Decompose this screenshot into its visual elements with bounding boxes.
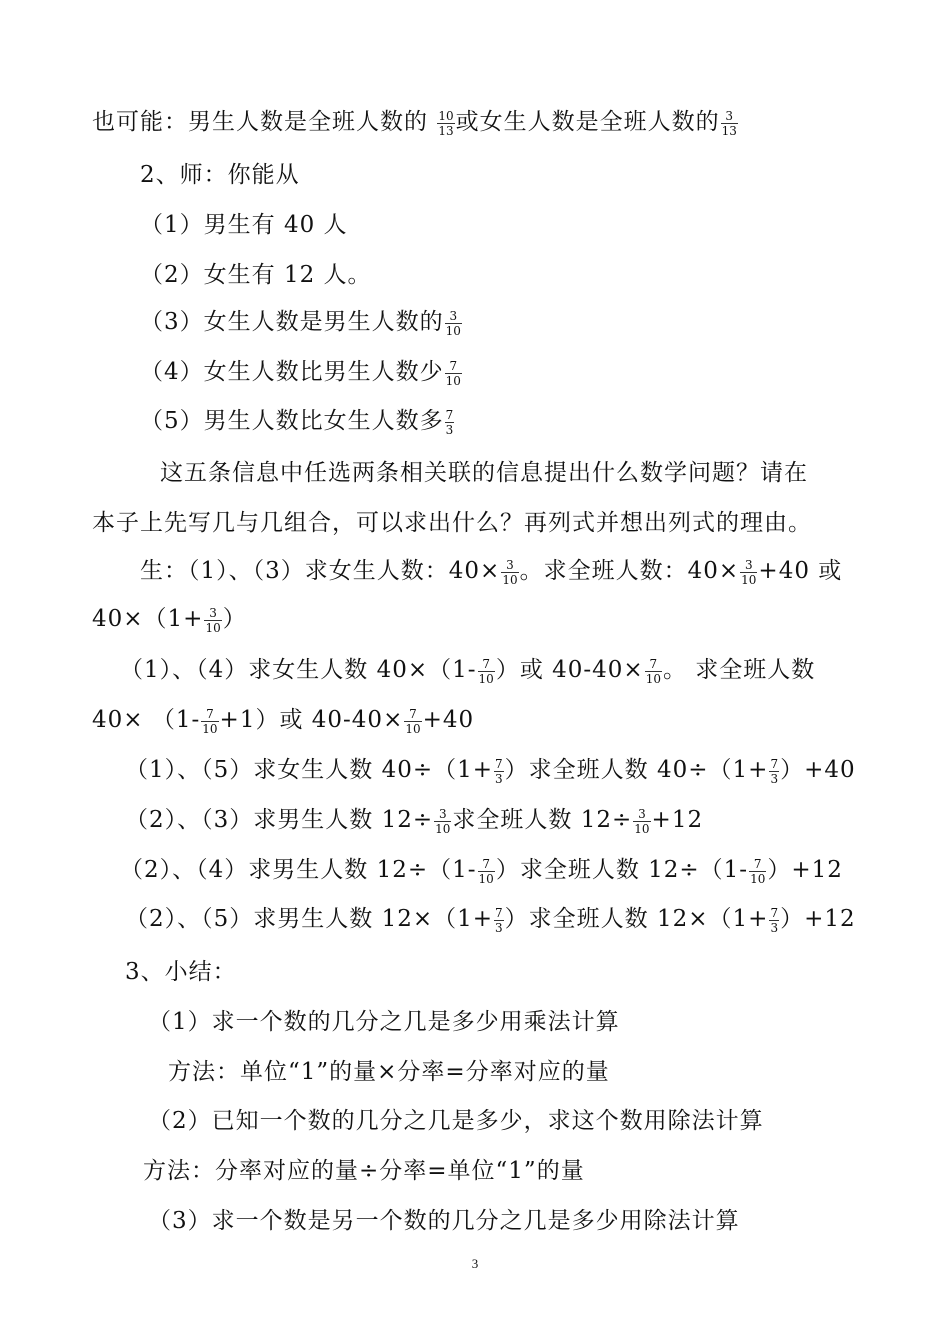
text-line: 2、师：你能从: [140, 162, 300, 188]
text-line: （2）、（4）求男生人数 12÷（1- $\frac{7}{10}$ ）求全班人数 12÷（1- $\frac{7}{10}$ ）+12: [120, 856, 843, 886]
text-line: （1）求一个数的几分之几是多少用乘法计算: [148, 1009, 620, 1035]
text-line: （1）男生有 40 人: [140, 212, 348, 238]
fraction: $\frac{7}{10}$: [445, 358, 461, 388]
section-heading: 3、小结：: [125, 959, 237, 985]
fraction: $\frac{7}{3}$: [445, 407, 454, 437]
fraction: $\frac{3}{10}$: [205, 605, 221, 635]
fraction: $\frac{7}{10}$: [478, 856, 494, 886]
text-line: 本子上先写几与几组合，可以求出什么？再列式并想出列式的理由。: [92, 510, 812, 536]
text-line: 生：（1）、（3）求女生人数：40× $\frac{3}{10}$ 。求全班人数：40× $\frac{3}{10}$ +40 或: [140, 557, 843, 587]
fraction: $\frac{7}{3}$: [770, 756, 779, 786]
text-line: 40×（1+ $\frac{3}{10}$ ）: [92, 605, 247, 635]
text-line: 方法：分率对应的量÷分率=单位“1”的量: [143, 1158, 585, 1184]
fraction: $\frac{3}{10}$: [634, 806, 650, 836]
text-line: （2）、（5）求男生人数 12×（1+ $\frac{7}{3}$ ）求全班人数 12×（1+ $\frac{7}{3}$ ）+12: [125, 905, 856, 935]
text-line: 这五条信息中任选两条相关联的信息提出什么数学问题？请在: [160, 460, 808, 486]
fraction: $\frac{7}{10}$: [478, 656, 494, 686]
text-line: 40× （1- $\frac{7}{10}$ +1）或 40-40× $\frac{7}{10}$ +40: [92, 706, 475, 736]
text-line: （2）、（3）求男生人数 12÷ $\frac{3}{10}$ 求全班人数 12÷ $\frac{3}{10}$ +12: [125, 806, 704, 836]
fraction: $\frac{7}{10}$: [750, 856, 766, 886]
fraction: $\frac{3}{10}$: [741, 557, 757, 587]
fraction: $\frac{10}{13}$: [438, 108, 454, 138]
fraction: $\frac{7}{10}$: [405, 706, 421, 736]
text-line: （1）、（5）求女生人数 40÷（1+ $\frac{7}{3}$ ）求全班人数 40÷（1+ $\frac{7}{3}$ ）+40: [125, 756, 856, 786]
text-line: （5）男生人数比女生人数多 $\frac{7}{3}$: [140, 407, 454, 437]
fraction: $\frac{7}{3}$: [495, 905, 503, 935]
text-line: （3）女生人数是男生人数的 $\frac{3}{10}$: [140, 308, 461, 338]
text-line: （3）求一个数是另一个数的几分之几是多少用除法计算: [148, 1208, 740, 1234]
text-line: 方法：单位“1”的量×分率=分率对应的量: [168, 1059, 610, 1085]
text-line: （4）女生人数比男生人数少 $\frac{7}{10}$: [140, 358, 461, 388]
text-line: （1）、（4）求女生人数 40×（1- $\frac{7}{10}$ ）或 40-40× $\frac{7}{10}$ 。 求全班人数: [120, 656, 816, 686]
page-number: 3: [471, 1256, 479, 1271]
fraction: $\frac{3}{13}$: [721, 108, 737, 138]
fraction: $\frac{3}{10}$: [435, 806, 451, 836]
fraction: $\frac{7}{3}$: [770, 905, 779, 935]
fraction: $\frac{3}{10}$: [502, 557, 518, 587]
fraction: $\frac{7}{10}$: [645, 656, 661, 686]
fraction: $\frac{7}{3}$: [495, 756, 503, 786]
text-line: （2）已知一个数的几分之几是多少，求这个数用除法计算: [148, 1108, 764, 1134]
fraction: $\frac{7}{10}$: [202, 706, 218, 736]
text-line: 也可能：男生人数是全班人数的 $\frac{10}{13}$ 或女生人数是全班人数的 $\frac{3}{13}$: [92, 108, 737, 138]
text-line: （2）女生有 12 人。: [140, 262, 372, 288]
fraction: $\frac{3}{10}$: [445, 308, 461, 338]
